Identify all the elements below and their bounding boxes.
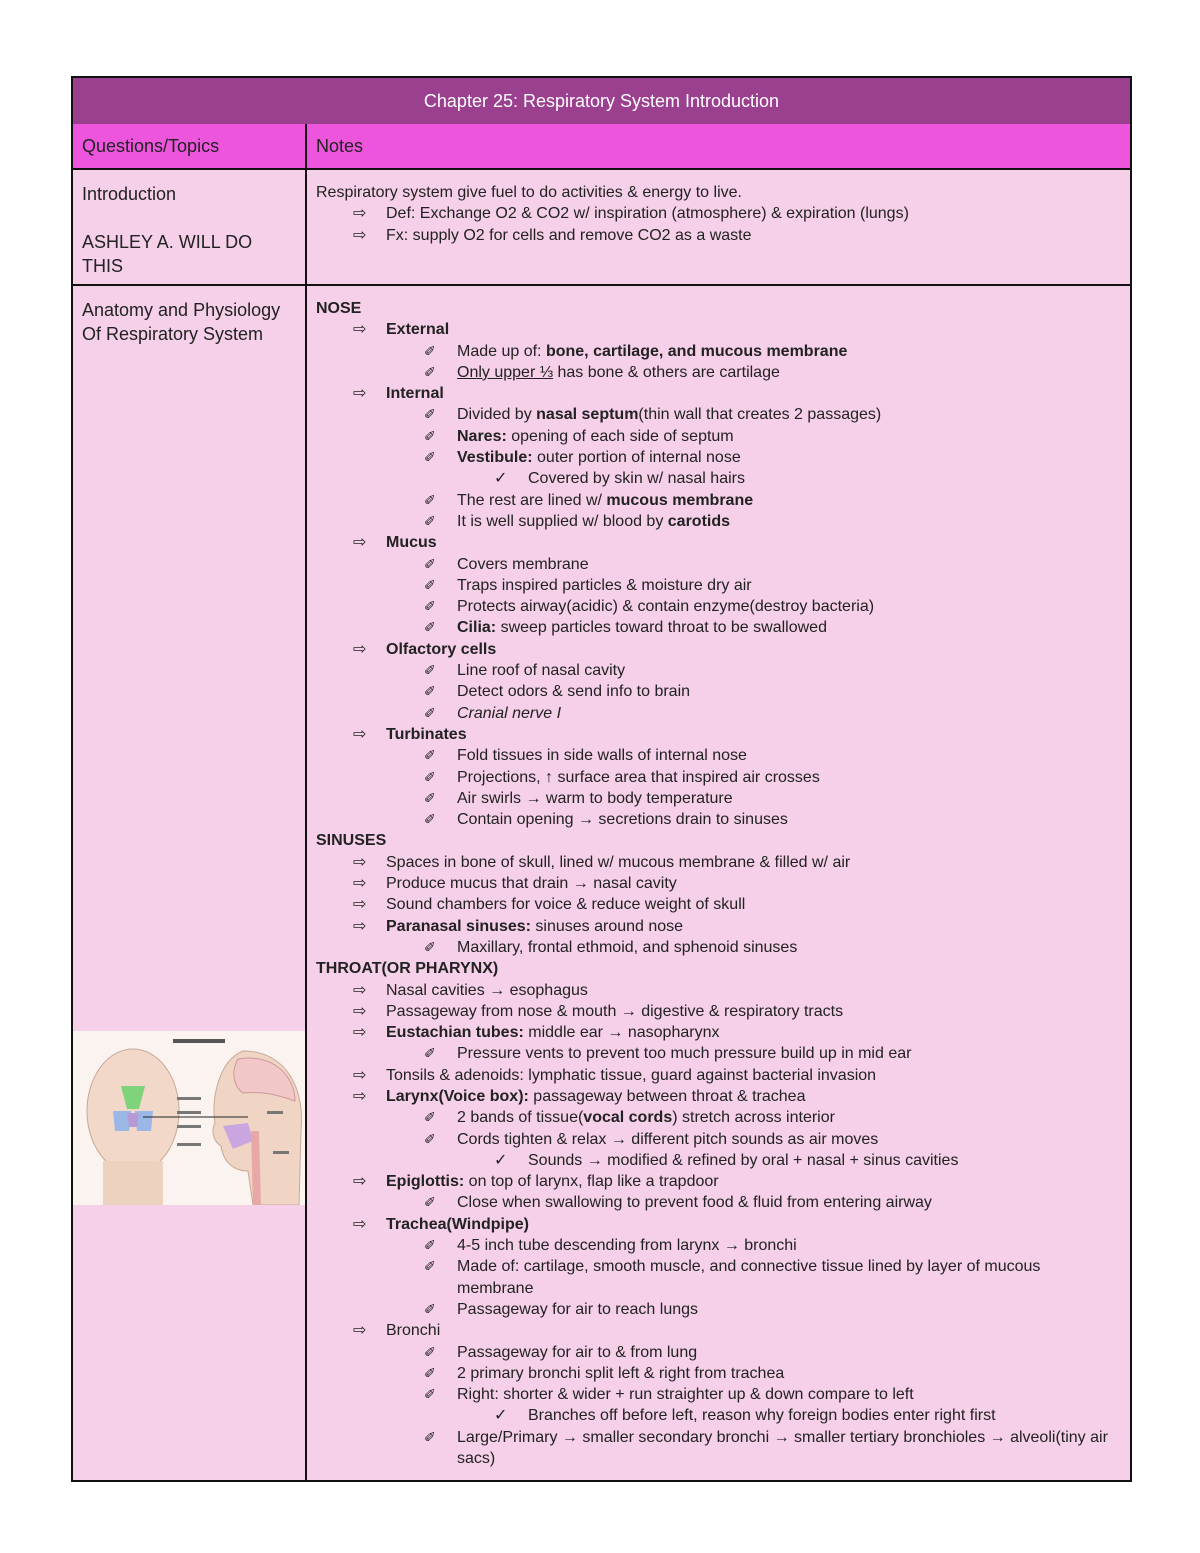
note-line bbox=[316, 1043, 1120, 1064]
note-line bbox=[316, 639, 1120, 660]
arrow-bullet-icon: ⇨ bbox=[353, 1024, 367, 1042]
note-line bbox=[316, 319, 1120, 340]
note-text: Nares: bbox=[457, 427, 507, 445]
note-text: Traps inspired particles & moisture dry air bbox=[457, 576, 752, 594]
note-line bbox=[316, 980, 1120, 1001]
note-text: Contain opening → secretions drain to sinuses bbox=[457, 811, 788, 829]
note-text: Spaces in bone of skull, lined w/ mucous membrane & filled w/ air bbox=[386, 853, 851, 871]
note-text: Epiglottis: bbox=[386, 1173, 465, 1191]
note-text: External bbox=[386, 321, 450, 339]
note-text: Projections, ↑ surface area that inspired air crosses bbox=[457, 768, 820, 786]
note-line bbox=[316, 660, 1120, 681]
pencil-bullet-icon: ✐ bbox=[424, 768, 436, 785]
note-line bbox=[316, 703, 1120, 724]
note-text: Line roof of nasal cavity bbox=[457, 662, 626, 680]
arrow-bullet-icon: ⇨ bbox=[353, 853, 367, 871]
note-text: bone, cartilage, and mucous membrane bbox=[545, 342, 848, 360]
note-text: Cranial nerve I bbox=[457, 704, 562, 722]
note-text: carotids bbox=[667, 512, 731, 530]
note-line bbox=[316, 490, 1120, 511]
note-line bbox=[316, 1320, 1120, 1341]
note-text: opening of each side of septum bbox=[506, 427, 734, 445]
note-line bbox=[316, 852, 1120, 873]
pencil-bullet-icon: ✐ bbox=[424, 491, 436, 508]
pencil-bullet-icon: ✐ bbox=[424, 555, 436, 572]
pencil-bullet-icon: ✐ bbox=[424, 1364, 436, 1381]
note-text: Def: Exchange O2 & CO2 w/ inspiration (atmosphere) & expiration (lungs) bbox=[386, 205, 909, 223]
note-text: It is well supplied w/ blood by bbox=[457, 512, 668, 530]
note-text: Paranasal sinuses: bbox=[386, 917, 531, 935]
note-text: on top of larynx, flap like a trapdoor bbox=[464, 1173, 719, 1191]
arrow-bullet-icon: ⇨ bbox=[353, 981, 367, 999]
note-line bbox=[316, 894, 1120, 915]
note-line bbox=[316, 958, 1120, 979]
note-line bbox=[316, 298, 1120, 319]
topic-label: Introduction bbox=[82, 184, 177, 204]
note-line bbox=[316, 1405, 1120, 1426]
row-anatomy bbox=[73, 286, 1130, 1480]
note-line bbox=[316, 1171, 1120, 1192]
note-text: 2 primary bronchi split left & right from trachea bbox=[457, 1364, 785, 1382]
note-line bbox=[316, 1256, 1120, 1299]
pencil-bullet-icon: ✐ bbox=[424, 1258, 436, 1275]
note-text: nasal septum bbox=[536, 406, 639, 424]
arrow-bullet-icon: ⇨ bbox=[353, 1322, 367, 1340]
note-line bbox=[316, 937, 1120, 958]
note-text: SINUSES bbox=[316, 832, 387, 850]
note-text: Covers membrane bbox=[457, 555, 589, 573]
arrow-bullet-icon: ⇨ bbox=[353, 1087, 367, 1105]
note-text: passageway between throat & trachea bbox=[528, 1087, 806, 1105]
note-line bbox=[316, 1299, 1120, 1320]
note-line bbox=[316, 341, 1120, 362]
note-line bbox=[316, 1214, 1120, 1235]
arrow-bullet-icon: ⇨ bbox=[353, 896, 367, 914]
note-line bbox=[316, 182, 1120, 203]
pencil-bullet-icon: ✐ bbox=[424, 619, 436, 636]
arrow-bullet-icon: ⇨ bbox=[353, 534, 367, 552]
pencil-bullet-icon: ✐ bbox=[424, 1237, 436, 1254]
note-line bbox=[316, 532, 1120, 553]
note-line bbox=[316, 1086, 1120, 1107]
arrow-bullet-icon: ⇨ bbox=[353, 875, 367, 893]
note-text: sweep particles toward throat to be swallowed bbox=[496, 619, 827, 637]
arrow-bullet-icon: ⇨ bbox=[353, 226, 367, 244]
note-text: Turbinates bbox=[386, 725, 467, 743]
note-line bbox=[316, 1129, 1120, 1150]
note-text: 2 bands of tissue( bbox=[457, 1109, 584, 1127]
pencil-bullet-icon: ✐ bbox=[424, 342, 436, 359]
note-line bbox=[316, 426, 1120, 447]
pencil-bullet-icon: ✐ bbox=[424, 598, 436, 615]
note-text: Sounds → modified & refined by oral + nasal + sinus cavities bbox=[528, 1151, 959, 1169]
pencil-bullet-icon: ✐ bbox=[424, 683, 436, 700]
column-divider bbox=[305, 124, 307, 1480]
note-text: Passageway for air to reach lungs bbox=[457, 1300, 699, 1318]
notes-introduction bbox=[316, 182, 1120, 246]
note-line bbox=[316, 554, 1120, 575]
header-notes: Notes bbox=[316, 136, 364, 156]
pencil-bullet-icon: ✐ bbox=[424, 662, 436, 679]
note-line bbox=[316, 916, 1120, 937]
pencil-bullet-icon: ✐ bbox=[424, 1428, 436, 1445]
note-text: 4-5 inch tube descending from larynx → bronchi bbox=[457, 1237, 797, 1255]
note-line bbox=[316, 1022, 1120, 1043]
note-text: Eustachian tubes: bbox=[386, 1024, 524, 1042]
note-line bbox=[316, 767, 1120, 788]
note-text: mucous membrane bbox=[606, 491, 754, 509]
note-line bbox=[316, 873, 1120, 894]
pencil-bullet-icon: ✐ bbox=[424, 1130, 436, 1147]
note-line bbox=[316, 383, 1120, 404]
note-line bbox=[316, 1427, 1120, 1470]
note-text: Produce mucus that drain → nasal cavity bbox=[386, 875, 677, 893]
note-text: THROAT(OR PHARYNX) bbox=[316, 960, 499, 978]
arrow-bullet-icon: ⇨ bbox=[353, 321, 367, 339]
note-line bbox=[316, 447, 1120, 468]
note-text: Maxillary, frontal ethmoid, and sphenoid sinuses bbox=[457, 938, 798, 956]
note-text: Fx: supply O2 for cells and remove CO2 as a waste bbox=[386, 226, 752, 244]
note-line bbox=[316, 1235, 1120, 1256]
pencil-bullet-icon: ✐ bbox=[424, 747, 436, 764]
notes-table bbox=[71, 76, 1132, 1482]
note-line bbox=[316, 225, 1120, 246]
pencil-bullet-icon: ✐ bbox=[424, 576, 436, 593]
note-text: Cilia: bbox=[457, 619, 497, 637]
note-line bbox=[316, 404, 1120, 425]
check-bullet-icon: ✓ bbox=[494, 1407, 508, 1425]
pencil-bullet-icon: ✐ bbox=[424, 1386, 436, 1403]
note-line bbox=[316, 809, 1120, 830]
pencil-bullet-icon: ✐ bbox=[424, 406, 436, 423]
pencil-bullet-icon: ✐ bbox=[424, 1045, 436, 1062]
note-line bbox=[316, 203, 1120, 224]
note-text: The rest are lined w/ bbox=[457, 491, 607, 509]
arrow-bullet-icon: ⇨ bbox=[353, 205, 367, 223]
arrow-bullet-icon: ⇨ bbox=[353, 1066, 367, 1084]
note-line bbox=[316, 1150, 1120, 1171]
note-text: sinuses around nose bbox=[530, 917, 684, 935]
note-line bbox=[316, 1363, 1120, 1384]
note-text: (thin wall that creates 2 passages) bbox=[638, 406, 882, 424]
note-text: has bone & others are cartilage bbox=[553, 363, 780, 381]
arrow-bullet-icon: ⇨ bbox=[353, 1173, 367, 1191]
note-text: Respiratory system give fuel to do activities & energy to live. bbox=[316, 184, 742, 201]
note-text: Mucus bbox=[386, 534, 437, 552]
note-line bbox=[316, 788, 1120, 809]
note-text: ) stretch across interior bbox=[672, 1109, 835, 1127]
note-text: vocal cords bbox=[583, 1109, 673, 1127]
arrow-bullet-icon: ⇨ bbox=[353, 725, 367, 743]
note-text: NOSE bbox=[316, 300, 362, 317]
note-line bbox=[316, 1001, 1120, 1022]
note-text: Olfactory cells bbox=[386, 640, 497, 658]
note-text: Made up of: bbox=[457, 342, 546, 360]
note-text: Tonsils & adenoids: lymphatic tissue, guard against bacterial invasion bbox=[386, 1066, 877, 1084]
note-text: Pressure vents to prevent too much pressure build up in mid ear bbox=[457, 1045, 912, 1063]
pencil-bullet-icon: ✐ bbox=[424, 704, 436, 721]
note-text: Protects airway(acidic) & contain enzyme(destroy bacteria) bbox=[457, 598, 875, 616]
note-text: outer portion of internal nose bbox=[532, 449, 741, 467]
arrow-bullet-icon: ⇨ bbox=[353, 385, 367, 403]
note-text: Detect odors & send info to brain bbox=[457, 683, 691, 701]
note-line bbox=[316, 681, 1120, 702]
note-line bbox=[316, 511, 1120, 532]
check-bullet-icon: ✓ bbox=[494, 470, 508, 488]
page-title: Chapter 25: Respiratory System Introduction bbox=[73, 78, 1130, 126]
note-text: Large/Primary → smaller secondary bronchi → smaller tertiary bronchioles → alveoli(tiny air sacs) bbox=[457, 1428, 1108, 1468]
note-text: Sound chambers for voice & reduce weight of skull bbox=[386, 896, 746, 914]
note-text: Branches off before left, reason why foreign bodies enter right first bbox=[528, 1407, 996, 1425]
note-text: Cords tighten & relax → different pitch sounds as air moves bbox=[457, 1130, 879, 1148]
note-text: Air swirls → warm to body temperature bbox=[457, 789, 733, 807]
assignee-note: ASHLEY A. WILL DO THIS bbox=[82, 232, 253, 276]
check-bullet-icon: ✓ bbox=[494, 1151, 508, 1169]
anatomy-illustration-icon bbox=[73, 1031, 305, 1205]
topic-anatomy: Anatomy and Physiology Of Respiratory System bbox=[82, 300, 281, 344]
note-text: Made of: cartilage, smooth muscle, and connective tissue lined by layer of mucous membrane bbox=[457, 1258, 1041, 1297]
row-introduction bbox=[73, 170, 1130, 286]
note-line bbox=[316, 1192, 1120, 1213]
arrow-bullet-icon: ⇨ bbox=[353, 640, 367, 658]
note-text: Only upper ⅓ bbox=[457, 363, 554, 381]
note-text: Bronchi bbox=[386, 1322, 441, 1340]
pencil-bullet-icon: ✐ bbox=[424, 938, 436, 955]
note-text: middle ear → nasopharynx bbox=[523, 1024, 720, 1042]
topic-introduction bbox=[82, 182, 287, 278]
note-text: Internal bbox=[386, 385, 444, 403]
note-line bbox=[316, 745, 1120, 766]
pencil-bullet-icon: ✐ bbox=[424, 1109, 436, 1126]
note-text: Passageway from nose & mouth → digestive & respiratory tracts bbox=[386, 1002, 844, 1020]
note-line bbox=[316, 596, 1120, 617]
arrow-bullet-icon: ⇨ bbox=[353, 917, 367, 935]
note-line bbox=[316, 617, 1120, 638]
note-text: Right: shorter & wider + run straighter up & down compare to left bbox=[457, 1386, 914, 1404]
note-text: Nasal cavities → esophagus bbox=[386, 981, 588, 999]
note-line bbox=[316, 575, 1120, 596]
note-line bbox=[316, 1065, 1120, 1086]
pencil-bullet-icon: ✐ bbox=[424, 427, 436, 444]
note-text: Vestibule: bbox=[457, 449, 533, 467]
note-line bbox=[316, 1342, 1120, 1363]
note-line bbox=[316, 724, 1120, 745]
pencil-bullet-icon: ✐ bbox=[424, 449, 436, 466]
note-line bbox=[316, 1384, 1120, 1405]
note-text: Divided by bbox=[457, 406, 537, 424]
pencil-bullet-icon: ✐ bbox=[424, 512, 436, 529]
note-line bbox=[316, 830, 1120, 851]
note-line bbox=[316, 1107, 1120, 1128]
note-text: Close when swallowing to prevent food & fluid from entering airway bbox=[457, 1194, 932, 1212]
notes-anatomy bbox=[316, 298, 1120, 1469]
note-text: Fold tissues in side walls of internal nose bbox=[457, 747, 747, 765]
pencil-bullet-icon: ✐ bbox=[424, 363, 436, 380]
pencil-bullet-icon: ✐ bbox=[424, 789, 436, 806]
pencil-bullet-icon: ✐ bbox=[424, 811, 436, 828]
pencil-bullet-icon: ✐ bbox=[424, 1194, 436, 1211]
pencil-bullet-icon: ✐ bbox=[424, 1300, 436, 1317]
note-text: Larynx(Voice box): bbox=[386, 1087, 529, 1105]
note-text: Covered by skin w/ nasal hairs bbox=[528, 470, 745, 488]
note-text: Passageway for air to & from lung bbox=[457, 1343, 698, 1361]
note-text: Trachea(Windpipe) bbox=[386, 1215, 529, 1233]
note-line bbox=[316, 362, 1120, 383]
note-line bbox=[316, 468, 1120, 489]
pencil-bullet-icon: ✐ bbox=[424, 1343, 436, 1360]
header-topics: Questions/Topics bbox=[82, 136, 220, 156]
arrow-bullet-icon: ⇨ bbox=[353, 1215, 367, 1233]
arrow-bullet-icon: ⇨ bbox=[353, 1002, 367, 1020]
header-row bbox=[73, 124, 1130, 170]
